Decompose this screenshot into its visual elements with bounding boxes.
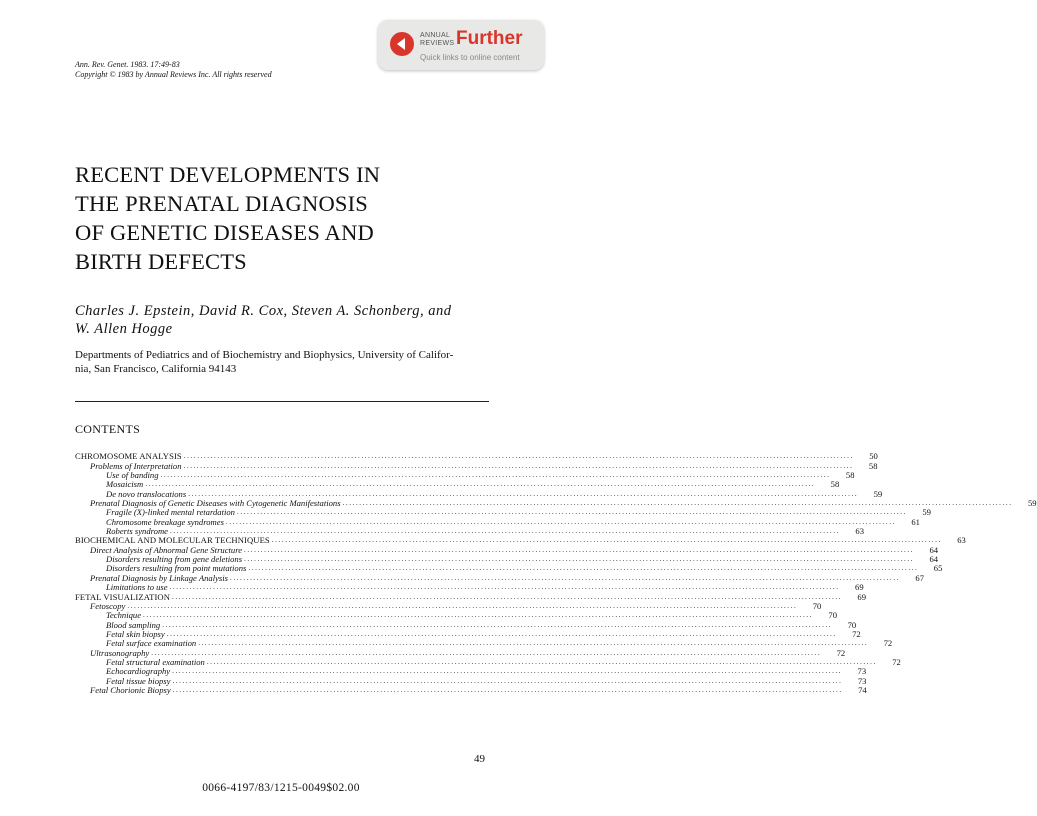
toc-leader-dots: ........................................................................................................................................................................................................ [151,648,822,657]
toc-entry-label: Technique [106,610,142,621]
toc-entry-label: Roberts syndrome [106,526,168,537]
toc-entry-label: Mosaicism [106,479,144,490]
toc-entry-page: 64 [929,544,939,555]
toc-entry-page: 63 [957,535,966,546]
toc-entry-label: CHROMOSOME ANALYSIS [75,451,182,462]
toc-entry-page: 70 [812,600,822,611]
toc-entry-page: 69 [855,582,864,593]
toc-leader-dots: ........................................................................................................................................................................................................ [172,685,843,694]
toc-entry-page: 70 [847,619,857,630]
toc-entry-page: 59 [873,488,883,499]
toc-leader-dots: ........................................................................................................................................................................................................ [169,527,840,536]
toc-entry-page: 59 [922,507,931,518]
toc-entry-page: 73 [857,675,867,686]
contents-heading: CONTENTS [75,422,141,436]
toc-leader-dots: ........................................................................................................................................................................................................ [236,508,907,517]
toc-entry-label: Use of banding [106,470,159,481]
toc-leader-dots: ........................................................................................................................................................................................................ [143,611,814,620]
toc-entry-page: 72 [892,656,901,667]
toc-entry-label: Disorders resulting from point mutations [106,563,247,574]
toc-leader-dots: ........................................................................................................................................................................................................ [244,555,915,564]
toc-entry-page: 65 [933,563,943,574]
toc-entry-page: 70 [828,610,838,621]
toc-entry-page: 69 [857,591,867,602]
toc-entry-label: Blood sampling [106,619,161,630]
toc-entry-page: 50 [869,451,878,462]
toc-leader-dots: ........................................................................................................................................................................................................ [342,499,1013,508]
toc-entry-page: 74 [858,684,867,695]
toc-entry[interactable] [75,582,864,593]
authors-line: Charles J. Epstein, David R. Cox, Steven A. Schonberg, and [75,303,452,319]
toc-leader-dots: ........................................................................................................................................................................................................ [160,471,831,480]
toc-entry-label: Fetal Chorionic Biopsy [90,684,171,695]
table-of-contents [75,451,1037,695]
toc-entry-label: Ultrasonography [90,647,150,658]
toc-leader-dots: ........................................................................................................................................................................................................ [172,676,843,685]
toc-leader-dots: ........................................................................................................................................................................................................ [244,545,915,554]
toc-entry[interactable] [75,684,867,695]
banner-reviews-text: REVIEWS [420,40,455,47]
authors [75,303,505,338]
toc-entry-label: Prenatal Diagnosis of Genetic Diseases with Cytogenetic Manifestations [90,498,341,509]
title-line: BIRTH DEFECTS [75,249,247,274]
authors-line: W. Allen Hogge [75,320,173,337]
banner-subtitle: Quick links to online content [420,53,520,62]
toc-entry[interactable] [75,610,838,621]
title-line: OF GENETIC DISEASES AND [75,220,374,245]
toc-entry-label: Fetoscopy [90,600,126,611]
banner-annual-reviews-label [420,32,454,48]
toc-entry-label: Echocardiography [106,666,171,677]
toc-leader-dots: ........................................................................................................................................................................................................ [183,452,854,461]
toc-leader-dots: ........................................................................................................................................................................................................ [183,461,854,470]
toc-entry-label: Fetal skin biopsy [106,628,165,639]
banner-annual-text: ANNUAL [420,32,451,39]
toc-entry-page: 72 [852,628,861,639]
toc-entry[interactable] [75,479,840,490]
toc-entry[interactable] [75,451,878,462]
toc-entry-page: 59 [1027,498,1037,509]
toc-entry-label: Direct Analysis of Abnormal Gene Structure [90,544,243,555]
toc-entry-label: FETAL VISUALIZATION [75,591,171,602]
toc-leader-dots: ........................................................................................................................................................................................................ [166,629,837,638]
page-number: 49 [474,753,485,765]
toc-entry[interactable] [75,591,867,602]
toc-leader-dots: ........................................................................................................................................................................................................ [229,573,900,582]
title-line: THE PRENATAL DIAGNOSIS [75,191,369,216]
toc-leader-dots: ........................................................................................................................................................................................................ [271,536,942,545]
toc-entry-label: Fetal structural examination [106,656,205,667]
price-code-line: 0066-4197/83/1215-0049$02.00 [202,782,360,794]
toc-leader-dots: ........................................................................................................................................................................................................ [206,657,877,666]
toc-entry[interactable] [75,507,931,518]
toc-entry-label: Fetal surface examination [106,638,197,649]
toc-leader-dots: ........................................................................................................................................................................................................ [172,667,843,676]
toc-entry[interactable] [75,638,893,649]
toc-leader-dots: ........................................................................................................................................................................................................ [169,583,840,592]
section-divider [75,401,489,402]
affiliation-line: Departments of Pediatrics and of Biochemistry and Biophysics, University of Califor- [75,349,454,361]
toc-entry-page: 63 [855,526,864,537]
toc-entry-label: Fragile (X)-linked mental retardation [106,507,235,518]
toc-entry-label: Problems of Interpretation [90,460,182,471]
toc-entry-label: Fetal tissue biopsy [106,675,171,686]
title-line: RECENT DEVELOPMENTS IN [75,162,381,187]
toc-entry-page: 58 [830,479,840,490]
annual-reviews-further-banner[interactable] [378,20,544,70]
citation-line: Ann. Rev. Genet. 1983. 17:49-83 [75,60,180,69]
toc-leader-dots: ........................................................................................................................................................................................................ [188,489,859,498]
toc-leader-dots: ........................................................................................................................................................................................................ [162,620,833,629]
toc-entry-page: 61 [911,516,920,527]
toc-entry-page: 67 [915,572,924,583]
toc-entry-label: Disorders resulting from gene deletions [106,554,243,565]
toc-entry-label: De novo translocations [106,488,187,499]
copyright-line: Copyright © 1983 by Annual Reviews Inc. All rights reserved [75,69,272,79]
toc-leader-dots: ........................................................................................................................................................................................................ [145,480,816,489]
banner-further-text: Further [456,28,523,49]
toc-entry-label: Chromosome breakage syndromes [106,516,224,527]
journal-citation [75,60,272,79]
toc-entry-page: 64 [929,554,939,565]
article-title [75,160,475,276]
toc-entry-page: 72 [836,647,846,658]
affiliation-line: nia, San Francisco, California 94143 [75,363,237,375]
toc-leader-dots: ........................................................................................................................................................................................................ [248,564,919,573]
toc-leader-dots: ........................................................................................................................................................................................................ [225,517,896,526]
toc-entry-label: BIOCHEMICAL AND MOLECULAR TECHNIQUES [75,535,270,546]
toc-entry-page: 58 [845,470,855,481]
toc-entry-label: Prenatal Diagnosis by Linkage Analysis [90,572,228,583]
toc-entry-label: Limitations to use [106,582,168,593]
toc-entry[interactable] [75,666,867,677]
toc-entry-page: 72 [883,638,893,649]
toc-leader-dots: ........................................................................................................................................................................................................ [127,601,798,610]
play-arrow-icon [390,32,414,56]
toc-entry-page: 73 [857,666,867,677]
toc-leader-dots: ........................................................................................................................................................................................................ [172,592,843,601]
toc-entry-page: 58 [868,460,878,471]
affiliation [75,348,495,376]
toc-leader-dots: ........................................................................................................................................................................................................ [198,639,869,648]
